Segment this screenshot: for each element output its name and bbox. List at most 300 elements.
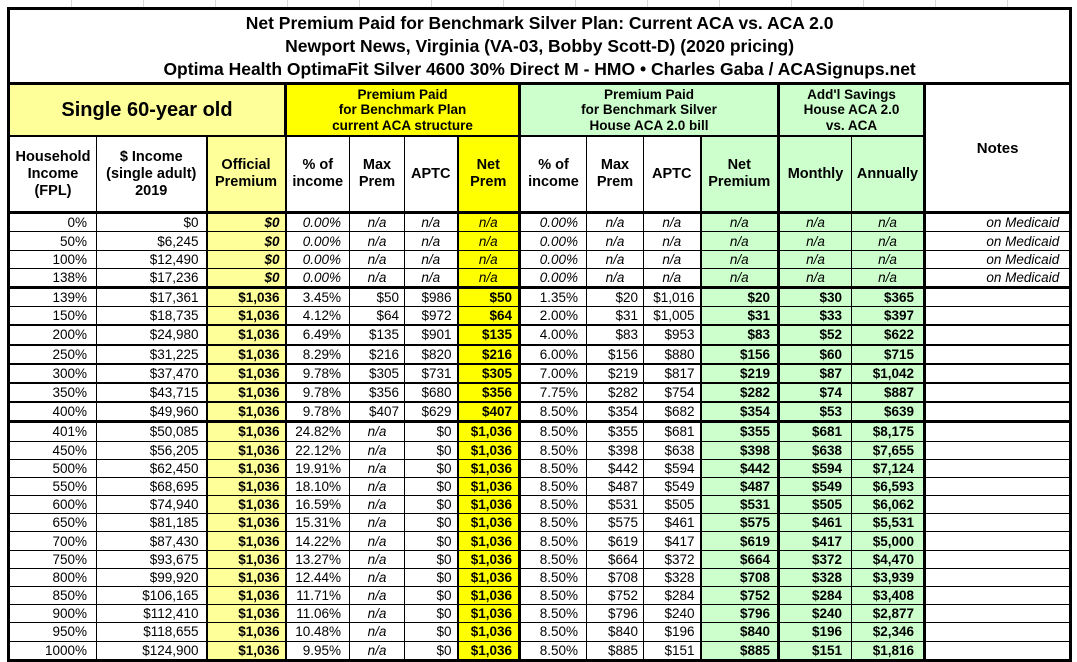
table-row bbox=[9, 402, 1071, 422]
cell-aca-max-prem: n/a bbox=[350, 623, 405, 641]
cell-fpl: 650% bbox=[9, 514, 97, 532]
cell-savings-annually: n/a bbox=[852, 232, 925, 250]
cell-aca-aptc: $0 bbox=[405, 623, 458, 641]
cell-savings-monthly: n/a bbox=[779, 250, 852, 268]
column-header-aca20-max-prem: Max Prem bbox=[587, 136, 644, 213]
cell-aca20-pct-income: 6.00% bbox=[520, 345, 587, 364]
cell-savings-annually: $8,175 bbox=[852, 422, 925, 441]
cell-savings-monthly: $505 bbox=[779, 496, 852, 514]
cell-official-premium: $1,036 bbox=[207, 623, 286, 641]
spreadsheet-area bbox=[7, 7, 1072, 662]
cell-aca20-max-prem: $83 bbox=[587, 325, 644, 344]
cell-aca-max-prem: $305 bbox=[350, 364, 405, 383]
cell-fpl: 200% bbox=[9, 325, 97, 344]
cell-aca-pct-income: 12.44% bbox=[286, 568, 350, 586]
cell-aca20-pct-income: 8.50% bbox=[520, 532, 587, 550]
column-header-savings-monthly: Monthly bbox=[779, 136, 852, 213]
cell-aca-net-prem: $1,036 bbox=[458, 550, 520, 568]
cell-aca-max-prem: n/a bbox=[350, 550, 405, 568]
section-current-aca-line-2: for Benchmark Plan bbox=[338, 102, 467, 118]
cell-savings-monthly: $60 bbox=[779, 345, 852, 364]
cell-aca20-aptc: $1,005 bbox=[644, 307, 701, 326]
cell-aca20-pct-income: 8.50% bbox=[520, 496, 587, 514]
cell-savings-monthly: $284 bbox=[779, 587, 852, 605]
cell-aca-pct-income: 6.49% bbox=[286, 325, 350, 344]
cell-aca-net-prem: $305 bbox=[458, 364, 520, 383]
cell-aca-pct-income: 8.29% bbox=[286, 345, 350, 364]
cell-aca20-net-premium: $531 bbox=[701, 496, 779, 514]
cell-aca-pct-income: 24.82% bbox=[286, 422, 350, 441]
cell-savings-monthly: $151 bbox=[779, 641, 852, 660]
column-header-aca20-net-premium: Net Premium bbox=[701, 136, 779, 213]
cell-aca-max-prem: $216 bbox=[350, 345, 405, 364]
section-savings-line-3: vs. ACA bbox=[825, 118, 878, 134]
cell-aca20-net-premium: $664 bbox=[701, 550, 779, 568]
cell-aca-max-prem: n/a bbox=[350, 232, 405, 250]
cell-aca-pct-income: 3.45% bbox=[286, 288, 350, 307]
cell-income: $106,165 bbox=[97, 587, 207, 605]
cell-official-premium: $1,036 bbox=[207, 496, 286, 514]
cell-aca20-pct-income: 8.50% bbox=[520, 477, 587, 495]
cell-aca-pct-income: 0.00% bbox=[286, 213, 350, 232]
cell-aca-net-prem: n/a bbox=[458, 268, 520, 287]
cell-aca-net-prem: $356 bbox=[458, 383, 520, 402]
cell-aca20-aptc: $953 bbox=[644, 325, 701, 344]
cell-aca20-max-prem: $531 bbox=[587, 496, 644, 514]
cell-notes bbox=[925, 345, 1071, 364]
cell-aca20-aptc: $461 bbox=[644, 514, 701, 532]
cell-aca-pct-income: 16.59% bbox=[286, 496, 350, 514]
cell-aca20-aptc: n/a bbox=[644, 213, 701, 232]
cell-savings-monthly: $196 bbox=[779, 623, 852, 641]
cell-aca20-pct-income: 8.50% bbox=[520, 550, 587, 568]
cell-aca-net-prem: $216 bbox=[458, 345, 520, 364]
title-row bbox=[9, 9, 1071, 84]
cell-aca-net-prem: $1,036 bbox=[458, 441, 520, 459]
cell-savings-annually: n/a bbox=[852, 268, 925, 287]
cell-aca-net-prem: $1,036 bbox=[458, 623, 520, 641]
cell-aca20-pct-income: 2.00% bbox=[520, 307, 587, 326]
section-header-row bbox=[9, 84, 1071, 137]
section-savings-line-1: Add'l Savings bbox=[807, 86, 896, 102]
cell-aca-net-prem: $1,036 bbox=[458, 641, 520, 660]
cell-official-premium: $1,036 bbox=[207, 568, 286, 586]
cell-aca20-max-prem: n/a bbox=[587, 268, 644, 287]
cell-income: $99,920 bbox=[97, 568, 207, 586]
cell-aca-aptc: $0 bbox=[405, 496, 458, 514]
cell-aca20-max-prem: $31 bbox=[587, 307, 644, 326]
cell-income: $17,236 bbox=[97, 268, 207, 287]
cell-aca-aptc: $680 bbox=[405, 383, 458, 402]
cell-official-premium: $1,036 bbox=[207, 288, 286, 307]
cell-official-premium: $1,036 bbox=[207, 383, 286, 402]
column-header-aca-net-prem: Net Prem bbox=[458, 136, 520, 213]
cell-aca20-max-prem: $219 bbox=[587, 364, 644, 383]
column-header-fpl: Household Income (FPL) bbox=[9, 136, 97, 213]
cell-savings-monthly: $638 bbox=[779, 441, 852, 459]
cell-fpl: 250% bbox=[9, 345, 97, 364]
cell-aca-pct-income: 11.71% bbox=[286, 587, 350, 605]
cell-aca20-max-prem: $575 bbox=[587, 514, 644, 532]
cell-aca20-max-prem: $840 bbox=[587, 623, 644, 641]
cell-aca-aptc: $0 bbox=[405, 532, 458, 550]
cell-savings-annually: $715 bbox=[852, 345, 925, 364]
cell-aca20-net-premium: $840 bbox=[701, 623, 779, 641]
table-body bbox=[9, 213, 1071, 661]
cell-aca20-max-prem: n/a bbox=[587, 213, 644, 232]
cell-official-premium: $0 bbox=[207, 250, 286, 268]
cell-aca20-pct-income: 8.50% bbox=[520, 514, 587, 532]
cell-aca20-net-premium: n/a bbox=[701, 250, 779, 268]
cell-aca20-aptc: $754 bbox=[644, 383, 701, 402]
cell-aca-aptc: $901 bbox=[405, 325, 458, 344]
cell-aca20-max-prem: $156 bbox=[587, 345, 644, 364]
cell-aca20-net-premium: $487 bbox=[701, 477, 779, 495]
cell-aca-aptc: $629 bbox=[405, 402, 458, 422]
cell-income: $62,450 bbox=[97, 459, 207, 477]
cell-aca-net-prem: n/a bbox=[458, 232, 520, 250]
cell-aca20-aptc: $638 bbox=[644, 441, 701, 459]
cell-notes bbox=[925, 402, 1071, 422]
table-row bbox=[9, 232, 1071, 250]
cell-savings-annually: $397 bbox=[852, 307, 925, 326]
cell-aca-pct-income: 11.06% bbox=[286, 605, 350, 623]
cell-notes bbox=[925, 514, 1071, 532]
cell-aca20-net-premium: $20 bbox=[701, 288, 779, 307]
cell-aca20-net-premium: $442 bbox=[701, 459, 779, 477]
table-row bbox=[9, 364, 1071, 383]
cell-aca-max-prem: n/a bbox=[350, 496, 405, 514]
cell-notes: on Medicaid bbox=[925, 250, 1071, 268]
cell-notes: on Medicaid bbox=[925, 232, 1071, 250]
cell-notes bbox=[925, 325, 1071, 344]
cell-aca20-max-prem: $664 bbox=[587, 550, 644, 568]
cell-aca20-aptc: $284 bbox=[644, 587, 701, 605]
cell-notes bbox=[925, 477, 1071, 495]
cell-notes bbox=[925, 623, 1071, 641]
cell-aca-max-prem: n/a bbox=[350, 441, 405, 459]
cell-savings-annually: $1,816 bbox=[852, 641, 925, 660]
section-current-aca-line-3: current ACA structure bbox=[332, 118, 473, 134]
cell-notes bbox=[925, 587, 1071, 605]
cell-aca-aptc: $0 bbox=[405, 459, 458, 477]
cell-savings-annually: $7,655 bbox=[852, 441, 925, 459]
cell-savings-monthly: $461 bbox=[779, 514, 852, 532]
cell-savings-monthly: n/a bbox=[779, 232, 852, 250]
cell-aca20-net-premium: $398 bbox=[701, 441, 779, 459]
cell-aca20-aptc: n/a bbox=[644, 232, 701, 250]
cell-official-premium: $1,036 bbox=[207, 402, 286, 422]
cell-savings-annually: $639 bbox=[852, 402, 925, 422]
cell-aca20-pct-income: 8.50% bbox=[520, 641, 587, 660]
cell-savings-monthly: $74 bbox=[779, 383, 852, 402]
cell-aca-max-prem: n/a bbox=[350, 459, 405, 477]
cell-savings-monthly: $681 bbox=[779, 422, 852, 441]
cell-income: $74,940 bbox=[97, 496, 207, 514]
table-row bbox=[9, 383, 1071, 402]
table-row bbox=[9, 568, 1071, 586]
cell-aca20-net-premium: $156 bbox=[701, 345, 779, 364]
cell-income: $81,185 bbox=[97, 514, 207, 532]
cell-aca-pct-income: 9.95% bbox=[286, 641, 350, 660]
cell-income: $37,470 bbox=[97, 364, 207, 383]
cell-aca20-net-premium: $355 bbox=[701, 422, 779, 441]
cell-aca20-max-prem: $752 bbox=[587, 587, 644, 605]
cell-income: $0 bbox=[97, 213, 207, 232]
cell-official-premium: $0 bbox=[207, 268, 286, 287]
cell-aca-pct-income: 0.00% bbox=[286, 268, 350, 287]
cell-aca-net-prem: $50 bbox=[458, 288, 520, 307]
cell-income: $87,430 bbox=[97, 532, 207, 550]
table-row bbox=[9, 422, 1071, 441]
cell-official-premium: $1,036 bbox=[207, 307, 286, 326]
cell-official-premium: $1,036 bbox=[207, 325, 286, 344]
cell-savings-monthly: $549 bbox=[779, 477, 852, 495]
cell-aca20-net-premium: $83 bbox=[701, 325, 779, 344]
section-current-aca-line-1: Premium Paid bbox=[357, 86, 448, 102]
column-header-aca-aptc: APTC bbox=[405, 136, 458, 213]
cell-aca-pct-income: 4.12% bbox=[286, 307, 350, 326]
cell-official-premium: $1,036 bbox=[207, 364, 286, 383]
cell-aca20-aptc: $196 bbox=[644, 623, 701, 641]
cell-aca-max-prem: n/a bbox=[350, 605, 405, 623]
cell-savings-annually: $6,062 bbox=[852, 496, 925, 514]
cell-aca-aptc: n/a bbox=[405, 213, 458, 232]
cell-fpl: 450% bbox=[9, 441, 97, 459]
cell-aca20-pct-income: 8.50% bbox=[520, 459, 587, 477]
cell-aca-max-prem: n/a bbox=[350, 587, 405, 605]
cell-aca-net-prem: $1,036 bbox=[458, 532, 520, 550]
cell-official-premium: $1,036 bbox=[207, 605, 286, 623]
table-title-block bbox=[9, 9, 1071, 84]
cell-aca20-aptc: $817 bbox=[644, 364, 701, 383]
cell-aca-max-prem: n/a bbox=[350, 213, 405, 232]
cell-aca20-pct-income: 4.00% bbox=[520, 325, 587, 344]
table-row bbox=[9, 288, 1071, 307]
cell-notes: on Medicaid bbox=[925, 268, 1071, 287]
cell-aca-net-prem: $1,036 bbox=[458, 459, 520, 477]
cell-aca20-pct-income: 8.50% bbox=[520, 568, 587, 586]
cell-aca20-pct-income: 8.50% bbox=[520, 587, 587, 605]
cell-savings-monthly: $87 bbox=[779, 364, 852, 383]
column-header-aca20-aptc: APTC bbox=[644, 136, 701, 213]
cell-fpl: 1000% bbox=[9, 641, 97, 660]
cell-fpl: 150% bbox=[9, 307, 97, 326]
cell-aca-max-prem: n/a bbox=[350, 514, 405, 532]
cell-aca-net-prem: $1,036 bbox=[458, 514, 520, 532]
cell-aca-aptc: $0 bbox=[405, 568, 458, 586]
title-line-3: Optima Health OptimaFit Silver 4600 30% Direct M - HMO • Charles Gaba / ACASignups.net bbox=[163, 58, 916, 79]
cell-aca-pct-income: 10.48% bbox=[286, 623, 350, 641]
cell-aca-aptc: n/a bbox=[405, 232, 458, 250]
cell-fpl: 500% bbox=[9, 459, 97, 477]
cell-aca-net-prem: $1,036 bbox=[458, 587, 520, 605]
cell-aca20-net-premium: $885 bbox=[701, 641, 779, 660]
cell-savings-monthly: $417 bbox=[779, 532, 852, 550]
cell-aca20-net-premium: $708 bbox=[701, 568, 779, 586]
cell-notes bbox=[925, 441, 1071, 459]
cell-aca20-pct-income: 8.50% bbox=[520, 605, 587, 623]
cell-fpl: 50% bbox=[9, 232, 97, 250]
premium-comparison-table bbox=[7, 7, 1072, 662]
cell-savings-monthly: n/a bbox=[779, 268, 852, 287]
cell-aca-pct-income: 13.27% bbox=[286, 550, 350, 568]
cell-aca20-max-prem: $796 bbox=[587, 605, 644, 623]
section-savings bbox=[779, 84, 925, 137]
cell-income: $50,085 bbox=[97, 422, 207, 441]
cell-fpl: 800% bbox=[9, 568, 97, 586]
cell-aca20-aptc: $681 bbox=[644, 422, 701, 441]
cell-savings-monthly: $594 bbox=[779, 459, 852, 477]
cell-aca-pct-income: 22.12% bbox=[286, 441, 350, 459]
table-row bbox=[9, 307, 1071, 326]
cell-income: $17,361 bbox=[97, 288, 207, 307]
cell-aca20-max-prem: $708 bbox=[587, 568, 644, 586]
cell-savings-annually: $5,531 bbox=[852, 514, 925, 532]
column-header-income: $ Income (single adult) 2019 bbox=[97, 136, 207, 213]
table-row bbox=[9, 641, 1071, 660]
cell-aca-max-prem: n/a bbox=[350, 268, 405, 287]
section-savings-line-2: House ACA 2.0 bbox=[803, 102, 900, 118]
section-demographic: Single 60-year old bbox=[9, 84, 286, 137]
cell-savings-annually: n/a bbox=[852, 250, 925, 268]
cell-aca-aptc: $0 bbox=[405, 605, 458, 623]
cell-fpl: 600% bbox=[9, 496, 97, 514]
cell-aca20-net-premium: $619 bbox=[701, 532, 779, 550]
table-row bbox=[9, 441, 1071, 459]
cell-aca20-net-premium: $575 bbox=[701, 514, 779, 532]
column-header-aca20-pct-income: % of income bbox=[520, 136, 587, 213]
cell-savings-annually: $3,939 bbox=[852, 568, 925, 586]
cell-aca-pct-income: 9.78% bbox=[286, 383, 350, 402]
cell-aca-max-prem: $356 bbox=[350, 383, 405, 402]
cell-aca20-max-prem: $355 bbox=[587, 422, 644, 441]
section-aca20-line-1: Premium Paid bbox=[603, 86, 695, 102]
cell-notes bbox=[925, 641, 1071, 660]
cell-aca20-max-prem: $354 bbox=[587, 402, 644, 422]
cell-fpl: 400% bbox=[9, 402, 97, 422]
cell-income: $49,960 bbox=[97, 402, 207, 422]
cell-fpl: 950% bbox=[9, 623, 97, 641]
cell-aca20-net-premium: $219 bbox=[701, 364, 779, 383]
cell-aca-max-prem: $407 bbox=[350, 402, 405, 422]
cell-aca-max-prem: n/a bbox=[350, 568, 405, 586]
table-row bbox=[9, 496, 1071, 514]
cell-official-premium: $1,036 bbox=[207, 459, 286, 477]
cell-aca20-max-prem: $885 bbox=[587, 641, 644, 660]
cell-official-premium: $1,036 bbox=[207, 532, 286, 550]
cell-savings-annually: $2,877 bbox=[852, 605, 925, 623]
cell-aca-max-prem: n/a bbox=[350, 422, 405, 441]
cell-savings-annually: $887 bbox=[852, 383, 925, 402]
column-header-savings-annually: Annually bbox=[852, 136, 925, 213]
cell-official-premium: $1,036 bbox=[207, 345, 286, 364]
cell-aca-net-prem: $407 bbox=[458, 402, 520, 422]
cell-aca20-net-premium: n/a bbox=[701, 213, 779, 232]
column-header-row bbox=[9, 136, 1071, 213]
section-aca20-line-2: for Benchmark Silver bbox=[581, 102, 717, 118]
cell-notes bbox=[925, 364, 1071, 383]
cell-savings-annually: $365 bbox=[852, 288, 925, 307]
cell-aca-pct-income: 18.10% bbox=[286, 477, 350, 495]
cell-aca-aptc: $0 bbox=[405, 441, 458, 459]
column-header-official-premium: Official Premium bbox=[207, 136, 286, 213]
cell-income: $31,225 bbox=[97, 345, 207, 364]
cell-aca20-aptc: $549 bbox=[644, 477, 701, 495]
cell-fpl: 401% bbox=[9, 422, 97, 441]
cell-aca20-pct-income: 1.35% bbox=[520, 288, 587, 307]
cell-savings-annually: $2,346 bbox=[852, 623, 925, 641]
cell-aca-max-prem: n/a bbox=[350, 641, 405, 660]
title-line-2: Newport News, Virginia (VA-03, Bobby Scott-D) (2020 pricing) bbox=[285, 35, 795, 56]
cell-aca-max-prem: n/a bbox=[350, 250, 405, 268]
cell-income: $18,735 bbox=[97, 307, 207, 326]
cell-aca20-aptc: $240 bbox=[644, 605, 701, 623]
section-aca20 bbox=[520, 84, 779, 137]
cell-aca20-aptc: n/a bbox=[644, 268, 701, 287]
cell-aca-aptc: $986 bbox=[405, 288, 458, 307]
cell-aca20-aptc: $417 bbox=[644, 532, 701, 550]
cell-aca20-pct-income: 7.00% bbox=[520, 364, 587, 383]
cell-fpl: 139% bbox=[9, 288, 97, 307]
cell-aca-aptc: $972 bbox=[405, 307, 458, 326]
cell-fpl: 138% bbox=[9, 268, 97, 287]
column-header-aca-pct-income: % of income bbox=[286, 136, 350, 213]
cell-notes bbox=[925, 496, 1071, 514]
cell-aca-pct-income: 0.00% bbox=[286, 232, 350, 250]
cell-aca20-aptc: $594 bbox=[644, 459, 701, 477]
cell-aca20-pct-income: 8.50% bbox=[520, 402, 587, 422]
cell-aca-aptc: $0 bbox=[405, 550, 458, 568]
cell-aca-aptc: $0 bbox=[405, 422, 458, 441]
cell-savings-annually: $3,408 bbox=[852, 587, 925, 605]
cell-fpl: 850% bbox=[9, 587, 97, 605]
table-row bbox=[9, 268, 1071, 287]
cell-fpl: 350% bbox=[9, 383, 97, 402]
cell-aca20-pct-income: 7.75% bbox=[520, 383, 587, 402]
cell-fpl: 0% bbox=[9, 213, 97, 232]
cell-notes: on Medicaid bbox=[925, 213, 1071, 232]
cell-aca20-aptc: $328 bbox=[644, 568, 701, 586]
cell-notes bbox=[925, 605, 1071, 623]
cell-savings-annually: $4,470 bbox=[852, 550, 925, 568]
cell-savings-annually: $6,593 bbox=[852, 477, 925, 495]
cell-aca20-max-prem: $20 bbox=[587, 288, 644, 307]
cell-official-premium: $1,036 bbox=[207, 587, 286, 605]
cell-income: $56,205 bbox=[97, 441, 207, 459]
cell-aca-max-prem: $64 bbox=[350, 307, 405, 326]
table-row bbox=[9, 325, 1071, 344]
cell-official-premium: $0 bbox=[207, 213, 286, 232]
cell-aca-aptc: n/a bbox=[405, 250, 458, 268]
cell-aca20-pct-income: 8.50% bbox=[520, 623, 587, 641]
cell-income: $93,675 bbox=[97, 550, 207, 568]
cell-income: $112,410 bbox=[97, 605, 207, 623]
cell-official-premium: $1,036 bbox=[207, 441, 286, 459]
cell-official-premium: $1,036 bbox=[207, 550, 286, 568]
cell-aca-aptc: $0 bbox=[405, 641, 458, 660]
cell-aca-net-prem: $1,036 bbox=[458, 422, 520, 441]
cell-aca20-aptc: $682 bbox=[644, 402, 701, 422]
cell-fpl: 300% bbox=[9, 364, 97, 383]
cell-aca20-pct-income: 0.00% bbox=[520, 213, 587, 232]
cell-notes bbox=[925, 568, 1071, 586]
cell-aca20-pct-income: 0.00% bbox=[520, 232, 587, 250]
table-row bbox=[9, 459, 1071, 477]
cell-aca-pct-income: 9.78% bbox=[286, 364, 350, 383]
cell-income: $24,980 bbox=[97, 325, 207, 344]
cell-official-premium: $0 bbox=[207, 232, 286, 250]
